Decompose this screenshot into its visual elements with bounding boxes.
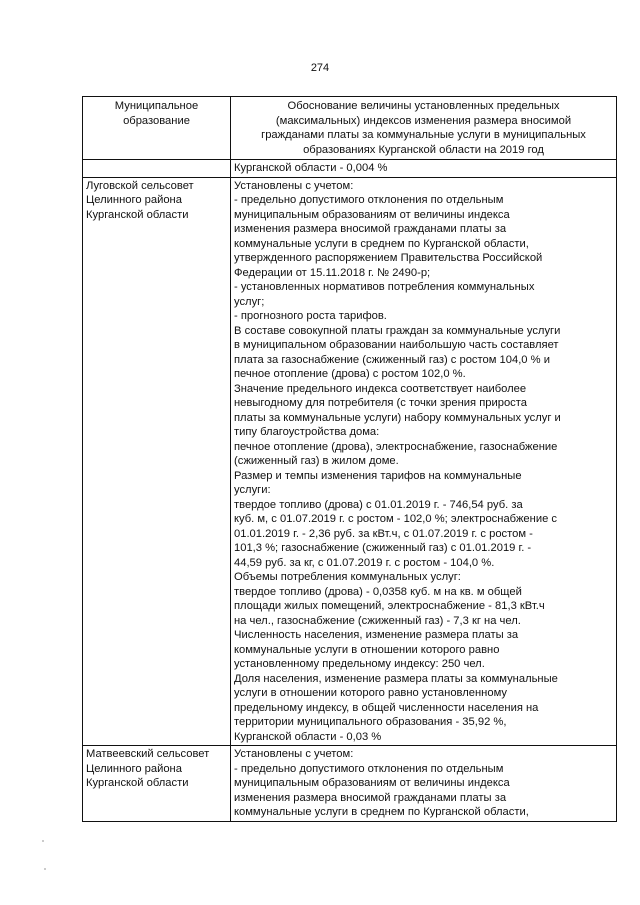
scan-speck (44, 868, 46, 870)
justification-line: услуги в отношении которого равно установленному (234, 687, 507, 699)
justification-line: куб. м, с 01.07.2019 г. с ростом - 102,0 %; электроснабжение с (234, 513, 557, 525)
justification-line: - предельно допустимого отклонения по отдельным (234, 194, 504, 206)
justification-line: плата за газоснабжение (сжиженный газ) с ростом 104,0 % и (234, 353, 550, 366)
justification-line: коммунальные услуги в отношении которого равно (234, 643, 500, 656)
justification-line: твердое топливо (дрова) - 0,0358 куб. м на кв. м общей (234, 585, 522, 598)
justification-line: Курганской области - 0,004 % (234, 162, 388, 174)
justification-line: муниципальным образованиям от величины индекса (234, 777, 510, 789)
justification-line: Курганской области - 0,03 % (234, 730, 382, 743)
justification-line: - предельно допустимого отклонения по отдельным (234, 762, 504, 775)
header-line: (максимальных) индексов изменения размера вносимой (275, 114, 572, 127)
municipality-cell (83, 160, 231, 178)
justification-line: Федерации от 15.11.2018 г. № 2490-р; (234, 266, 431, 279)
justification-line: услуги: (234, 484, 271, 496)
justification-line: Размер и темпы изменения тарифов на коммунальные (234, 469, 522, 482)
municipality-cell (83, 177, 231, 746)
table-row (83, 160, 617, 178)
justification-line: площади жилых помещений, электроснабжение - 81,3 кВт.ч (234, 600, 545, 612)
justification-line: платы за коммунальные услуги) набору коммунальных услуг и (234, 411, 561, 424)
header-line: Муниципальное (114, 100, 199, 112)
table-row (83, 746, 617, 822)
municipality-line: Луговской сельсовет (86, 179, 194, 192)
municipality-line: Матвеевский сельсовет (86, 748, 210, 760)
justification-line: (сжиженный газ) в жилом доме. (234, 455, 399, 467)
justification-line: коммунальные услуги в среднем по Курганской области, (234, 237, 529, 250)
justification-line: услуг; (234, 295, 265, 308)
header-line: Обоснование величины установленных предельных (287, 100, 560, 112)
municipality-line: Целинного района (86, 194, 182, 206)
justification-line: Объемы потребления коммунальных услуг: (234, 571, 461, 583)
justification-line: изменения размера вносимой гражданами платы за (234, 791, 507, 804)
justification-line: типу благоустройства дома: (234, 426, 380, 438)
justification-line: территории муниципального образования - 35,92 %, (234, 716, 507, 728)
justification-line: Значение предельного индекса соответствует наиболее (234, 382, 527, 395)
justification-line: - установленных нормативов потребления коммунальных (234, 281, 535, 293)
justification-line: 101,3 %; газоснабжение (сжиженный газ) с 01.01.2019 г. - (234, 542, 532, 554)
justification-line: Установлены с учетом: (234, 179, 354, 192)
justification-cell (231, 177, 617, 746)
justification-line: Установлены с учетом: (234, 748, 354, 760)
municipality-cell (83, 746, 231, 822)
justification-line: в муниципальном образовании наибольшую часть составляет (234, 339, 559, 351)
justification-cell (231, 160, 617, 178)
header-line: гражданами платы за коммунальные услуги в муниципальных (261, 129, 586, 141)
justification-line: установленному предельному индексу: 250 чел. (234, 658, 485, 670)
justification-line: - прогнозного роста тарифов. (234, 310, 387, 322)
page-number: 274 (310, 62, 330, 74)
indices-table (82, 96, 617, 822)
scan-speck (42, 840, 44, 842)
header-line: образование (123, 114, 190, 127)
municipality-line: Целинного района (86, 762, 182, 775)
justification-line: Доля населения, изменение размера платы за коммунальные (234, 672, 558, 685)
justification-line: печное отопление (дрова), электроснабжение, газоснабжение (234, 440, 558, 453)
municipality-line: Курганской области (86, 208, 189, 221)
justification-line: 01.01.2019 г. - 2,36 руб. за кВт.ч, с 01.07.2019 г. с ростом - (234, 527, 533, 540)
justification-line: 44,59 руб. за кг, с 01.07.2019 г. с ростом - 104,0 %. (234, 556, 495, 569)
table-header-row (83, 97, 617, 160)
header-municipality (83, 97, 231, 160)
justification-line: на чел., газоснабжение (сжиженный газ) - 7,3 кг на чел. (234, 614, 521, 627)
justification-cell (231, 746, 617, 822)
municipality-line: Курганской области (86, 777, 189, 789)
header-line: образованиях Курганской области на 2019 год (303, 143, 544, 156)
justification-line: изменения размера вносимой гражданами платы за (234, 223, 507, 235)
header-justification (231, 97, 617, 160)
justification-line: твердое топливо (дрова) с 01.01.2019 г. - 746,54 руб. за (234, 498, 523, 511)
justification-line: муниципальным образованиям от величины индекса (234, 208, 510, 221)
justification-line: печное отопление (дрова) с ростом 102,0 %. (234, 368, 466, 380)
table-row (83, 177, 617, 746)
justification-line: В составе совокупной платы граждан за коммунальные услуги (234, 324, 561, 337)
justification-line: утвержденного распоряжением Правительства Российской (234, 252, 543, 264)
justification-line: невыгодному для потребителя (с точки зрения прироста (234, 397, 527, 409)
justification-line: предельному индексу, в общей численности населения на (234, 701, 539, 714)
justification-line: коммунальные услуги в среднем по Курганской области, (234, 806, 529, 818)
justification-line: Численность населения, изменение размера платы за (234, 629, 519, 641)
